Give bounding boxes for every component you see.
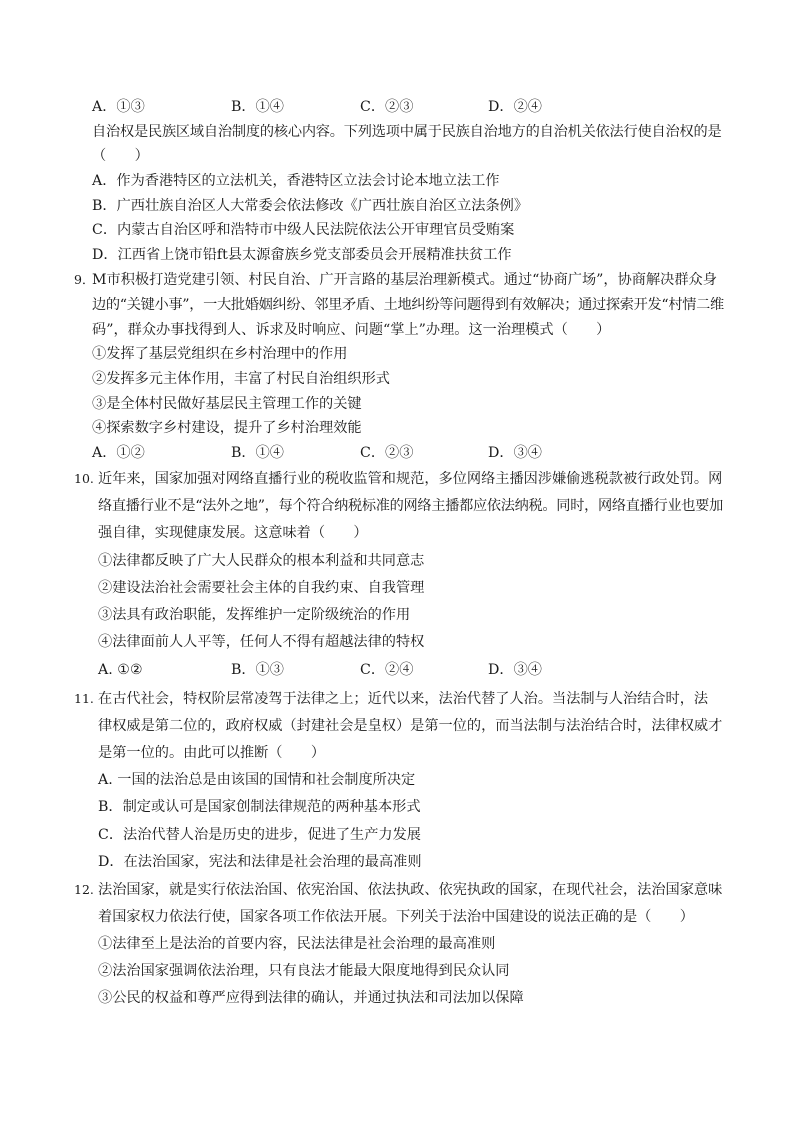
- question-9-option-c: C．②③: [360, 445, 414, 461]
- question-9-stem-line3: 码”，群众办事找得到人、诉求及时响应、问题“掌上”办理。这一治理模式（ ）: [92, 322, 611, 338]
- question-9-item-4: ④探索数字乡村建设，提升了乡村治理效能: [92, 420, 362, 436]
- option-c: C．②③: [360, 99, 414, 115]
- question-9-stem-line2: 边的“关键小事”，一大批婚姻纠纷、邻里矛盾、土地纠纷等问题得到有效解决；通过探索开发“村情二维: [92, 297, 724, 313]
- question-10-number: 10.: [74, 471, 94, 486]
- question-9-item-3: ③是全体村民做好基层民主管理工作的关键: [92, 396, 362, 412]
- question-10-stem-line3: 强自律，实现健康发展。这意味着（ ）: [98, 525, 368, 541]
- question-9-option-d: D．③④: [488, 445, 542, 461]
- question-12-number: 12.: [74, 882, 94, 897]
- question-11-number: 11.: [74, 691, 94, 706]
- question-10-option-c: C．②④: [360, 662, 414, 678]
- question-11-option-a: A. 一国的法治总是由该国的国情和社会制度所决定: [98, 772, 416, 788]
- question-11-stem-line1: 在古代社会，特权阶层常凌驾于法律之上；近代以来，法治代替了人治。当法制与人治结合时，法: [98, 691, 709, 707]
- question-12-item-1: ①法律至上是法治的首要内容，民法法律是社会治理的最高准则: [98, 936, 496, 952]
- question-10-stem-line2: 络直播行业不是“法外之地”，每个符合纳税标准的网络主播都应依法纳税。同时，网络直播行业也要加: [98, 498, 723, 514]
- question-9-number: 9．: [74, 272, 95, 287]
- question-12-item-2: ②法治国家强调依法治理，只有良法才能最大限度地得到民众认同: [98, 963, 510, 979]
- question-9-option-a: A．①②: [92, 445, 145, 461]
- question-11-stem-line3: 是第一位的。由此可以推断（ ）: [98, 745, 326, 761]
- option-d: D．②④: [488, 99, 542, 115]
- question-8-option-c: C．内蒙古自治区呼和浩特市中级人民法院依法公开审理官员受贿案: [92, 222, 515, 238]
- option-a: A．①③: [92, 99, 145, 115]
- question-9-stem-line1: M市积极打造党建引领、村民自治、广开言路的基层治理新模式。通过“协商广场”，协商解决群众身: [92, 272, 717, 288]
- question-9-item-1: ①发挥了基层党组织在乡村治理中的作用: [92, 346, 348, 362]
- question-10-option-b: B．①③: [231, 662, 284, 678]
- question-10-option-a: A. ①②: [98, 662, 143, 678]
- question-9-item-2: ②发挥多元主体作用，丰富了村民自治组织形式: [92, 371, 390, 387]
- question-10-item-1: ①法律都反映了广大人民群众的根本利益和共同意志: [98, 553, 425, 569]
- question-10-option-d: D．③④: [488, 662, 542, 678]
- question-8-stem-line2: （ ）: [92, 148, 149, 164]
- question-8-stem-line1: 自治权是民族区域自治制度的核心内容。下列选项中属于民族自治地方的自治机关依法行使自治权的是: [92, 124, 722, 140]
- question-9-option-b: B．①④: [231, 445, 284, 461]
- question-11-option-b: B．制定或认可是国家创制法律规范的两种基本形式: [98, 799, 421, 815]
- question-12-stem-line2: 着国家权力依法行使，国家各项工作依法开展。下列关于法治中国建设的说法正确的是（ ）: [98, 909, 694, 925]
- question-8-option-d: D．江西省上饶市铅ft县太源畲族乡党支部委员会开展精准扶贫工作: [92, 247, 512, 263]
- option-b: B．①④: [231, 99, 284, 115]
- question-11-stem-line2: 律权威是第二位的，政府权威（封建社会是皇权）是第一位的，而当法制与法治结合时，法律权威才: [98, 718, 723, 734]
- question-11-option-d: D．在法治国家，宪法和法律是社会治理的最高准则: [98, 854, 422, 870]
- question-10-item-4: ④法律面前人人平等，任何人不得有超越法律的特权: [98, 634, 425, 650]
- question-10-item-2: ②建设法治社会需要社会主体的自我约束、自我管理: [98, 580, 425, 596]
- question-12-stem-line1: 法治国家，就是实行依法治国、依宪治国、依法执政、依宪执政的国家，在现代社会，法治国家意味: [98, 882, 723, 898]
- question-10-stem-line1: 近年来，国家加强对网络直播行业的税收监管和规范，多位网络主播因涉嫌偷逃税款被行政处罚。网: [98, 471, 723, 487]
- question-12-item-3: ③公民的权益和尊严应得到法律的确认，并通过执法和司法加以保障: [98, 990, 524, 1006]
- question-11-option-c: C．法治代替人治是历史的进步，促进了生产力发展: [98, 827, 421, 843]
- question-10-item-3: ③法具有政治职能，发挥维护一定阶级统治的作用: [98, 607, 411, 623]
- question-8-option-a: A．作为香港特区的立法机关，香港特区立法会讨论本地立法工作: [92, 173, 500, 189]
- question-8-option-b: B．广西壮族自治区人大常委会依法修改《广西壮族自治区立法条例》: [92, 198, 529, 214]
